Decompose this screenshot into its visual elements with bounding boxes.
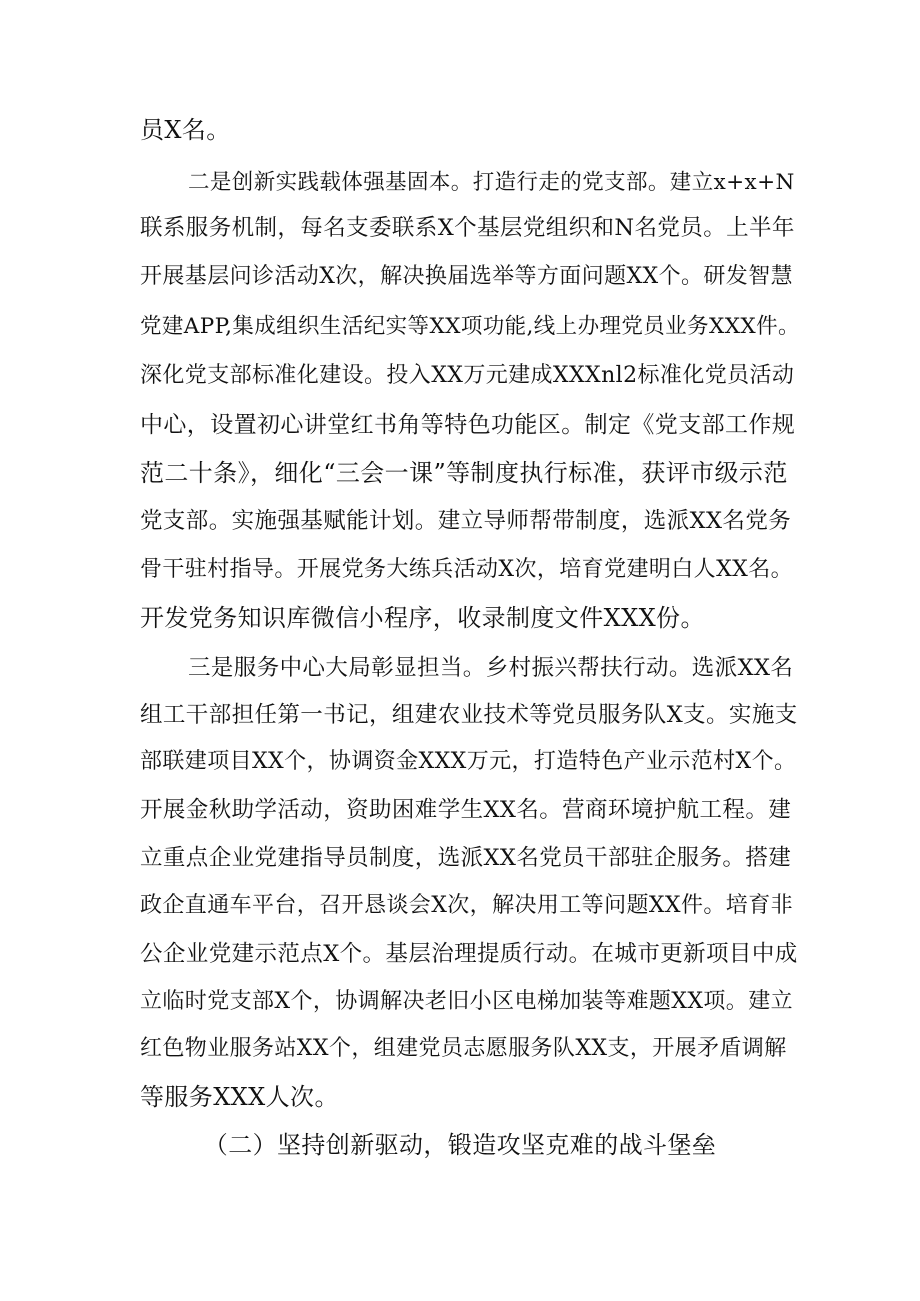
paragraph-line: 部联建项目XX个，协调资金XXX万元，打造特色产业示范村X个。 — [140, 749, 797, 774]
paragraph-line: 员X名。 — [140, 116, 231, 144]
paragraph-line: 三是服务中心大局彰显担当。乡村振兴帮扶行动。选派XX名 — [188, 655, 794, 681]
paragraph-line: 等服务XXX人次。 — [140, 1083, 339, 1111]
paragraph-line: 政企直通车平台，召开恳谈会X次，解决用工等问题XX件。培育非 — [140, 893, 793, 918]
paragraph-line: 党建APP,集成组织生活纪实等XX项功能,线上办理党员业务XXX件。 — [140, 314, 800, 339]
paragraph-line: 立重点企业党建指导员制度，选派XX名党员干部驻企服务。搭建 — [140, 845, 792, 871]
paragraph-line: 开展金秋助学活动，资助困难学生XX名。营商环境护航工程。建 — [140, 797, 792, 823]
paragraph-line: 二是创新实践载体强基固本。打造行走的党支部。建立x+x+N — [188, 170, 795, 195]
paragraph-line: 开展基层问诊活动X次，解决换届选举等方面问题XX个。研发智慧 — [140, 264, 793, 289]
paragraph-line: 开发党务知识库微信小程序，收录制度文件XXX份。 — [140, 604, 705, 632]
paragraph-line: 公企业党建示范点X个。基层治理提质行动。在城市更新项目中成 — [140, 941, 798, 967]
paragraph-line: 范二十条》，细化“三会一课”等制度执行标准，获评市级示范 — [140, 459, 788, 487]
paragraph-line: 党支部。实施强基赋能计划。建立导师帮带制度，选派XX名党务 — [140, 508, 792, 534]
paragraph-line: 组工干部担任第一书记，组建农业技术等党员服务队X支。实施支 — [140, 702, 798, 728]
paragraph-line: 深化党支部标准化建设。投入XX万元建成XXXnl2标准化党员活动 — [140, 363, 795, 388]
paragraph-line: 骨干驻村指导。开展党务大练兵活动X次，培育党建明白人XX名。 — [140, 557, 793, 582]
paragraph-line: 中心，设置初心讲堂红书角等特色功能区。制定《党支部工作规 — [140, 412, 796, 438]
paragraph-line: 联系服务机制，每名支委联系X个基层党组织和N名党员。上半年 — [140, 215, 795, 241]
section-heading: （二）坚持创新驱动，锻造攻坚克难的战斗堡垒 — [203, 1131, 717, 1159]
paragraph-line: 立临时党支部X个，协调解决老旧小区电梯加装等难题XX项。建立 — [140, 989, 793, 1014]
paragraph-line: 红色物业服务站XX个，组建党员志愿服务队XX支，开展矛盾调解 — [140, 1036, 787, 1061]
